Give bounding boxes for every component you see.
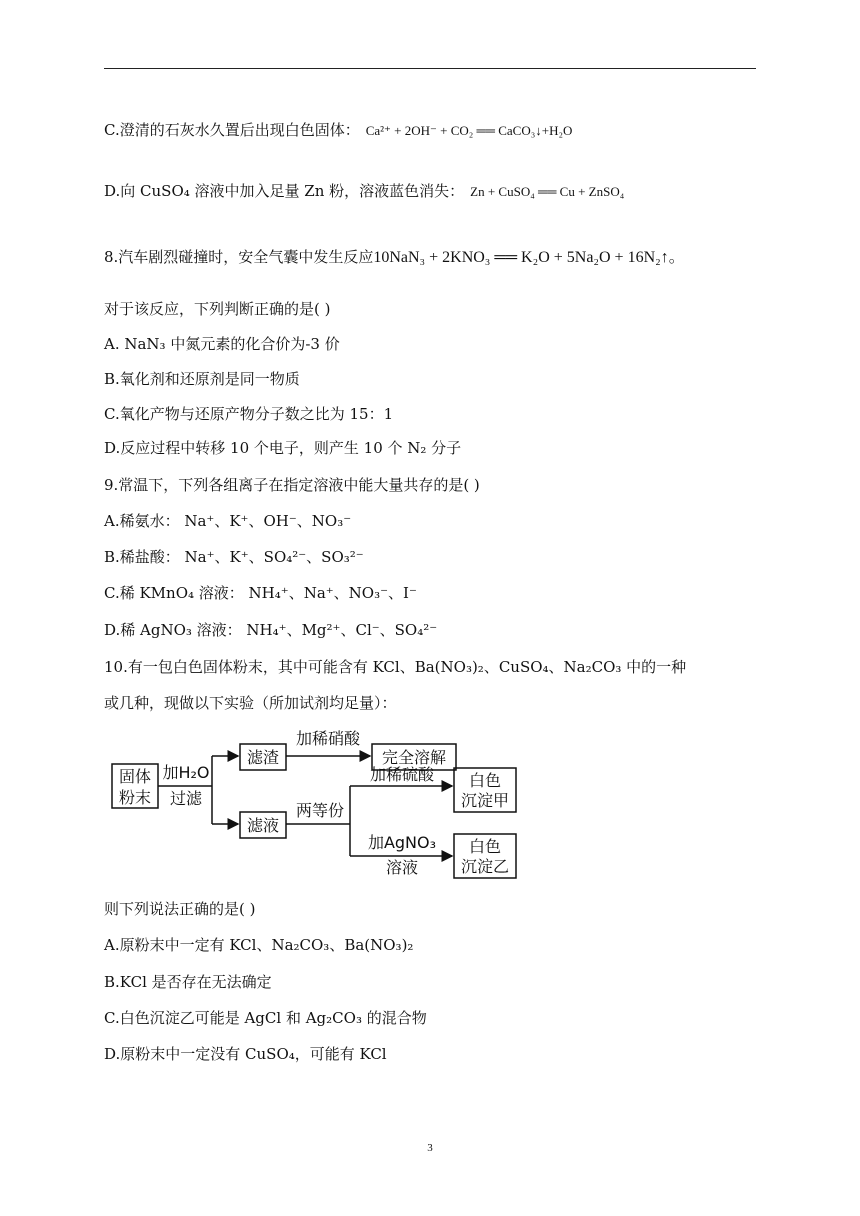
q10-question: 则下列说法正确的是( ) — [104, 900, 256, 918]
agno3-label: 加AgNO₃ — [367, 833, 437, 852]
ppt-a-label-2: 沉淀甲 — [460, 791, 510, 810]
q8-option-c: C.氧化产物与还原产物分子数之比为 15：1 — [104, 405, 394, 423]
q9-option-a: A.稀氨水： Na⁺、K⁺、OH⁻、NO₃⁻ — [104, 512, 352, 530]
q8-question: 对于该反应，下列判断正确的是( ) — [104, 300, 331, 318]
residue-label: 滤渣 — [246, 748, 280, 767]
start-label-2: 粉末 — [118, 788, 152, 807]
page-number: 3 — [427, 1142, 433, 1154]
step1-reagent-label: 加H₂O — [162, 763, 210, 782]
nitric-acid-label: 加稀硝酸 — [295, 729, 361, 748]
header-rule — [104, 68, 756, 69]
q7-option-c-formula: Ca²⁺ + 2OH⁻ + CO₂ ══ CaCO₃↓+H₂O — [365, 123, 573, 138]
dissolved-label: 完全溶解 — [381, 748, 447, 767]
start-label-1: 固体 — [118, 767, 152, 786]
q8-stem — [104, 247, 685, 268]
experiment-flow-diagram — [110, 724, 530, 884]
ppt-b-label-2: 沉淀乙 — [460, 857, 510, 876]
q10-option-d: D.原粉末中一定没有 CuSO₄，可能有 KCl — [104, 1045, 387, 1063]
q7-option-d-formula: Zn + CuSO₄ ══ Cu + ZnSO₄ — [470, 184, 625, 199]
q10-option-a: A.原粉末中一定有 KCl、Na₂CO₃、Ba(NO₃)₂ — [104, 936, 414, 954]
q10-stem-line2: 或几种，现做以下实验（所加试剂均足量）： — [104, 694, 397, 712]
sulfuric-acid-label: 加稀硫酸 — [369, 765, 435, 784]
q8-stem-formula: 10NaN₃ + 2KNO₃ ══ K₂O + 5Na₂O + 16N₂↑。 — [373, 249, 685, 266]
q8-option-b: B.氧化剂和还原剂是同一物质 — [104, 370, 300, 388]
q10-stem-line1: 10.有一包白色固体粉末，其中可能含有 KCl、Ba(NO₃)₂、CuSO₄、Na₂CO₃ 中的一种 — [104, 658, 687, 676]
q10-option-c: C.白色沉淀乙可能是 AgCl 和 Ag₂CO₃ 的混合物 — [104, 1009, 427, 1027]
q9-option-b: B.稀盐酸： Na⁺、K⁺、SO₄²⁻、SO₃²⁻ — [104, 548, 364, 566]
q9-option-c: C.稀 KMnO₄ 溶液： NH₄⁺、Na⁺、NO₃⁻、I⁻ — [104, 584, 417, 602]
q10-option-b: B.KCl 是否存在无法确定 — [104, 973, 272, 991]
ppt-b-label-1: 白色 — [468, 837, 502, 856]
q7-option-c-text: C.澄清的石灰水久置后出现白色固体： — [104, 121, 360, 139]
step1-operation-label: 过滤 — [169, 789, 203, 808]
q9-option-d: D.稀 AgNO₃ 溶液： NH₄⁺、Mg²⁺、Cl⁻、SO₄²⁻ — [104, 621, 438, 639]
ppt-a-label-1: 白色 — [468, 771, 502, 790]
agno3-solution-label: 溶液 — [385, 858, 419, 877]
q7-option-c — [104, 120, 572, 141]
split-label: 两等份 — [295, 801, 345, 820]
q7-option-d-text: D.向 CuSO₄ 溶液中加入足量 Zn 粉，溶液蓝色消失： — [104, 182, 465, 200]
q8-stem-text: 8.汽车剧烈碰撞时，安全气囊中发生反应 — [104, 248, 374, 266]
q8-option-a: A. NaN₃ 中氮元素的化合价为-3 价 — [104, 335, 340, 353]
q8-option-d: D.反应过程中转移 10 个电子，则产生 10 个 N₂ 分子 — [104, 439, 462, 457]
q9-stem: 9.常温下，下列各组离子在指定溶液中能大量共存的是( ) — [104, 476, 480, 494]
filtrate-label: 滤液 — [246, 816, 280, 835]
q7-option-d — [104, 181, 624, 202]
